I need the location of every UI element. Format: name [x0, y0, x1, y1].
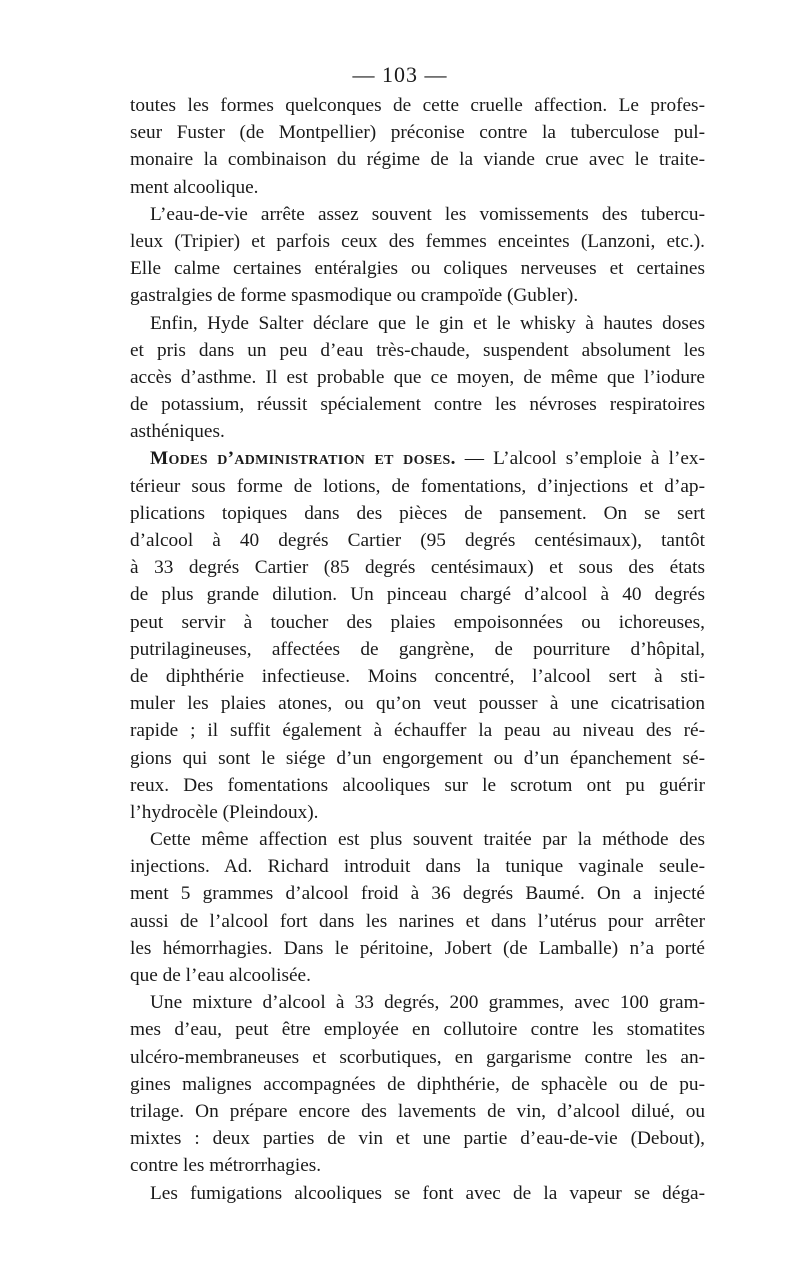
text-line: Les fumigations alcooliques se font avec de la vapeur se déga-: [150, 1182, 705, 1204]
text-line: ulcéro-membraneuses et scorbutiques, en gargarisme contre les an-: [130, 1046, 705, 1068]
text-line: que de l’eau alcoolisée.: [130, 965, 311, 986]
text-line: Cette même affection est plus souvent traitée par la méthode des: [150, 829, 705, 851]
text-line: gines malignes accompagnées de diphthérie, de sphacèle ou de pu-: [130, 1073, 705, 1095]
text-line: mixtes : deux parties de vin et une partie d’eau-de-vie (Debout),: [130, 1128, 705, 1150]
body-text: [130, 92, 705, 1207]
text-line: l’hydrocèle (Pleindoux).: [130, 801, 319, 823]
text-line: gastralgies de forme spasmodique ou crampoïde (Gubler).: [130, 285, 579, 307]
paragraph: [130, 1180, 705, 1207]
text-line: putrilagineuses, affectées de gangrène, de pourriture d’hôpital,: [130, 638, 705, 660]
paragraph: [130, 826, 705, 989]
page-number: — 103 —: [352, 62, 448, 87]
paragraph: [130, 445, 705, 826]
text-line: reux. Des fomentations alcooliques sur le scrotum ont pu guérir: [130, 774, 705, 796]
text-line: accès d’asthme. Il est probable que ce moyen, de même que l’iodure: [130, 366, 705, 388]
text-line: mes d’eau, peut être employée en collutoire contre les stomatites: [130, 1019, 705, 1041]
text-line: de diphthérie infectieuse. Moins concentré, l’alcool sert à sti-: [130, 665, 705, 687]
text-line: leux (Tripier) et parfois ceux des femmes enceintes (Lanzoni, etc.).: [130, 230, 705, 252]
text-line: toutes les formes quelconques de cette cruelle affection. Le profes-: [130, 95, 705, 116]
text-line: monaire la combinaison du régime de la viande crue avec le traite-: [130, 149, 705, 171]
text-line: les hémorrhagies. Dans le péritoine, Jobert (de Lamballe) n’a porté: [130, 937, 705, 959]
text-line: asthéniques.: [130, 421, 225, 443]
text-run: — L’alcool s’emploie à l’ex-: [455, 448, 705, 470]
text-line: à 33 degrés Cartier (85 degrés centésimaux) et sous des états: [130, 557, 705, 579]
paragraph: [130, 92, 705, 201]
text-line: aussi de l’alcool fort dans les narines et dans l’utérus pour arrêter: [130, 910, 705, 932]
text-line: rapide ; il suffit également à échauffer la peau au niveau des ré-: [130, 720, 705, 742]
paragraph: [130, 201, 705, 310]
text-line: térieur sous forme de lotions, de fomentations, d’injections et d’ap-: [130, 475, 705, 497]
text-line: de plus grande dilution. Un pinceau chargé d’alcool à 40 degrés: [130, 584, 705, 606]
text-line: [130, 445, 705, 472]
text-line: trilage. On prépare encore des lavements de vin, d’alcool dilué, ou: [130, 1100, 705, 1122]
text-line: plications topiques dans des pièces de pansement. On se sert: [130, 502, 705, 524]
paragraph: [130, 989, 705, 1179]
text-line: ment alcoolique.: [130, 176, 259, 198]
text-line: contre les métrorrhagies.: [130, 1155, 322, 1177]
text-line: Enfin, Hyde Salter déclare que le gin et le whisky à hautes doses: [150, 312, 705, 334]
text-line: seur Fuster (de Montpellier) préconise contre la tuberculose pul-: [130, 122, 705, 144]
text-line: Une mixture d’alcool à 33 degrés, 200 grammes, avec 100 gram-: [150, 992, 705, 1014]
text-line: de potassium, réussit spécialement contre les névroses respiratoires: [130, 394, 705, 416]
section-heading: Modes d’administration et doses.: [150, 448, 456, 470]
text-line: et pris dans un peu d’eau très-chaude, suspendent absolument les: [130, 339, 705, 361]
text-line: injections. Ad. Richard introduit dans la tunique vaginale seule-: [130, 856, 705, 878]
text-line: gions qui sont le siége d’un engorgement ou d’un épanchement sé-: [130, 747, 705, 769]
text-line: d’alcool à 40 degrés Cartier (95 degrés centésimaux), tantôt: [130, 530, 705, 551]
text-line: peut servir à toucher des plaies empoisonnées ou ichoreuses,: [130, 611, 705, 633]
text-line: muler les plaies atones, ou qu’on veut pousser à une cicatrisation: [130, 693, 705, 715]
text-line: ment 5 grammes d’alcool froid à 36 degrés Baumé. On a injecté: [130, 883, 705, 905]
paragraph: [130, 310, 705, 446]
text-line: Elle calme certaines entéralgies ou coliques nerveuses et certaines: [130, 258, 705, 280]
text-line: L’eau-de-vie arrête assez souvent les vomissements des tubercu-: [150, 203, 705, 225]
